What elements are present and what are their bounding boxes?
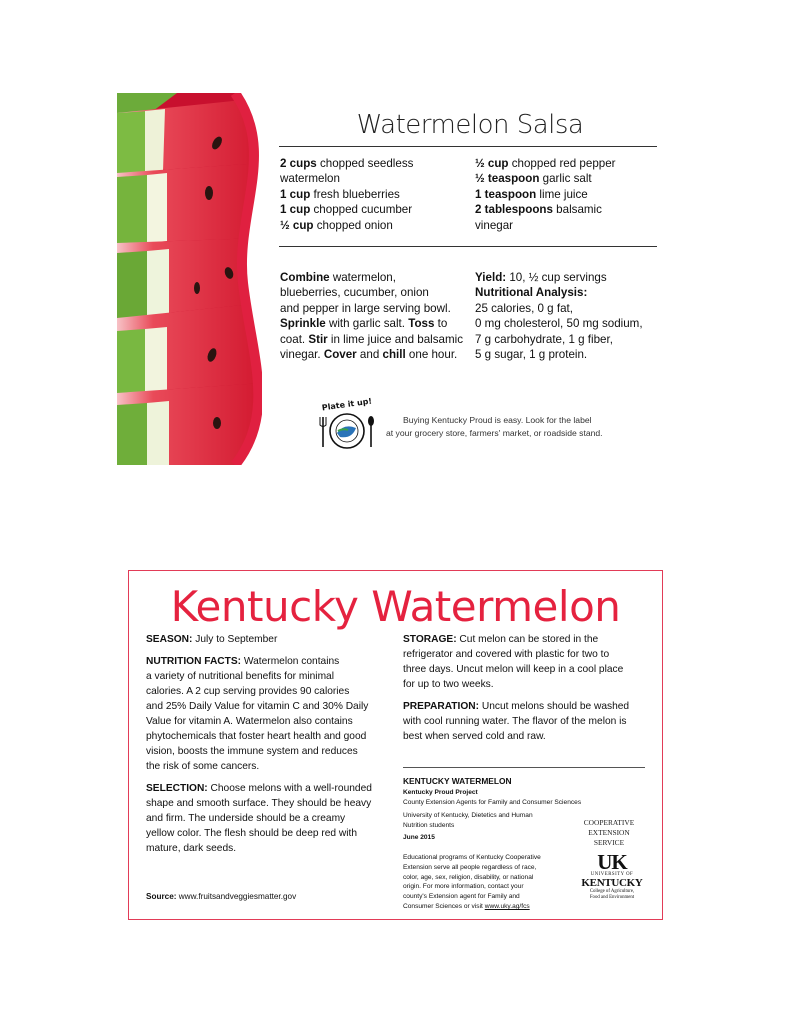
text-segment: one hour.: [405, 348, 458, 362]
text-segment: Cut melon can be stored in the: [456, 634, 599, 645]
text-line: [403, 892, 541, 902]
text-segment: PREPARATION:: [403, 701, 480, 712]
info-section: [403, 632, 629, 692]
text-line: [280, 316, 463, 331]
ingredient-name: fresh blueberries: [310, 187, 400, 201]
ingredient-quantity: 2 tablespoons: [475, 203, 553, 217]
text-line: [146, 811, 372, 826]
text-line: [403, 714, 629, 729]
text-line: [146, 841, 372, 856]
text-line: [403, 729, 629, 744]
ingredient-name: garlic salt: [539, 172, 592, 186]
text-segment: color, age, sex, religion, disability, or national: [403, 873, 534, 881]
text-line: [146, 632, 372, 647]
text-line: [280, 270, 463, 285]
ingredient-item: [280, 202, 413, 217]
plate-it-up-text: Plate it up!: [321, 396, 373, 413]
text-line: [475, 332, 643, 347]
ingredient-name: chopped cucumber: [310, 203, 413, 217]
coop-line: SERVICE: [593, 838, 625, 847]
text-line: [146, 744, 372, 759]
footer-divider: [403, 767, 645, 768]
text-segment: NUTRITION FACTS:: [146, 656, 242, 667]
ingredient-item: [280, 218, 413, 233]
uk-college: College of Agriculture,: [589, 889, 635, 894]
ingredient-item: [280, 187, 413, 202]
ingredient-quantity: 1 cup: [280, 203, 311, 217]
uk-college: Food and Environment: [589, 895, 635, 900]
text-segment: Choose melons with a well-rounded: [207, 783, 372, 794]
ingredient-quantity: ½ cup: [280, 218, 314, 232]
divider: [279, 146, 657, 147]
text-segment: mature, dark seeds.: [146, 843, 237, 854]
text-segment: and firm. The underside should be a creamy: [146, 813, 346, 824]
text-segment: three days. Uncut melon will keep in a cool place: [403, 664, 624, 675]
ingredient-name: chopped onion: [313, 218, 393, 232]
text-line: [146, 826, 372, 841]
text-line: [146, 669, 372, 684]
text-line: [475, 285, 643, 300]
source-url: www.fruitsandveggiesmatter.gov: [176, 892, 297, 901]
text-segment: chill: [382, 348, 406, 362]
text-segment: blueberries, cucumber, onion: [280, 286, 429, 300]
ingredient-name: chopped red pepper: [508, 157, 616, 170]
text-segment: Toss: [408, 317, 435, 331]
text-segment: Sprinkle: [280, 317, 326, 331]
text-segment: a variety of nutritional benefits for minimal: [146, 671, 334, 682]
uk-university: UNIVERSITY OF: [590, 872, 634, 877]
text-segment: Uncut melons should be washed: [479, 701, 630, 712]
text-line: [475, 316, 643, 331]
text-line: [146, 684, 372, 699]
ingredients-right: [475, 156, 616, 233]
text-segment: Watermelon contains: [241, 656, 340, 667]
nutrition-analysis: [475, 270, 643, 362]
text-segment: county's Extension agent for Family and: [403, 893, 520, 901]
text-line: [403, 873, 541, 883]
uk-kentucky: KENTUCKY: [581, 877, 643, 889]
text-segment: origin. For more information, contact your: [403, 883, 524, 891]
ingredient-quantity: 1 cup: [280, 187, 311, 201]
text-segment: 10, ½ cup servings: [506, 271, 607, 284]
text-segment: July to September: [192, 634, 278, 645]
coop-line: EXTENSION: [588, 828, 630, 837]
text-segment: Extension serve all people regardless of race,: [403, 863, 537, 871]
text-segment: 7 g carbohydrate, 1 g fiber,: [475, 332, 613, 346]
text-line: [475, 301, 643, 316]
text-line: [146, 714, 372, 729]
text-segment: Yield:: [475, 271, 507, 284]
text-segment: shape and smooth surface. They should be heavy: [146, 798, 372, 809]
text-segment: vision, boosts the immune system and reduces: [146, 746, 358, 757]
info-section: [403, 699, 629, 744]
ingredient-item: [475, 202, 616, 217]
text-segment: www.uky.ag/fcs: [484, 902, 530, 910]
text-line: [403, 647, 629, 662]
text-line: [146, 796, 372, 811]
text-segment: Combine: [280, 271, 330, 284]
ingredient-item: [280, 171, 413, 186]
ingredient-item: [475, 156, 616, 171]
text-segment: the risk of some cancers.: [146, 761, 260, 772]
ingredient-quantity: ½ teaspoon: [475, 172, 540, 186]
cooperative-extension-label: [577, 818, 641, 848]
text-segment: and: [356, 348, 383, 362]
text-segment: vinegar.: [280, 348, 324, 362]
text-segment: phytochemicals that foster heart health and good: [146, 731, 367, 742]
text-line: [403, 632, 629, 647]
text-segment: to: [434, 317, 448, 331]
ingredient-quantity: 2 cups: [280, 157, 317, 170]
card-right-column: [403, 632, 629, 744]
ingredient-name: watermelon: [280, 172, 340, 186]
directions: [280, 270, 463, 362]
credits: [403, 775, 581, 843]
divider: [279, 246, 657, 247]
ingredients-left: [280, 156, 413, 233]
text-line: [403, 677, 629, 692]
text-segment: STORAGE:: [403, 634, 457, 645]
text-segment: and 25% Daily Value for vitamin C and 30% Daily: [146, 701, 369, 712]
info-section: [146, 781, 372, 856]
text-line: [403, 699, 629, 714]
text-segment: 25 calories, 0 g fat,: [475, 301, 573, 315]
ingredient-name: balsamic: [552, 203, 602, 217]
text-segment: watermelon,: [329, 271, 396, 284]
text-segment: and pepper in large serving bowl.: [280, 301, 451, 315]
publication-date: June 2015: [403, 834, 435, 841]
text-segment: 5 g sugar, 1 g protein.: [475, 348, 588, 362]
text-line: [146, 654, 372, 669]
ingredient-name: lime juice: [536, 187, 588, 201]
text-segment: Cover: [323, 348, 357, 362]
text-line: [146, 781, 372, 796]
text-line: [146, 759, 372, 774]
text-segment: refrigerator and covered with plastic for two to: [403, 649, 610, 660]
text-line: [403, 853, 541, 863]
info-section: [146, 632, 372, 647]
coop-line: COOPERATIVE: [583, 818, 635, 827]
text-segment: Nutritional Analysis:: [475, 286, 588, 300]
source-line: [146, 892, 296, 901]
text-line: [403, 882, 541, 892]
text-line: [280, 285, 463, 300]
text-segment: with cool running water. The flavor of the melon is: [403, 716, 627, 727]
text-segment: coat.: [280, 332, 309, 346]
watermelon-photo: [117, 93, 262, 465]
ingredient-item: [475, 171, 616, 186]
text-segment: 0 mg cholesterol, 50 mg sodium,: [475, 317, 643, 331]
promo-line: Buying Kentucky Proud is easy. Look for the label: [403, 415, 592, 425]
text-segment: SEASON:: [146, 634, 193, 645]
text-segment: yellow color. The flesh should be deep red with: [146, 828, 358, 839]
text-segment: with garlic salt.: [325, 317, 409, 331]
source-label: Source:: [146, 892, 177, 901]
text-segment: in lime juice and balsamic: [327, 332, 464, 346]
text-segment: Stir: [308, 332, 328, 346]
kentucky-proud-plate-logo: [314, 395, 380, 455]
text-segment: SELECTION:: [146, 783, 208, 794]
project-name: Kentucky Proud Project: [403, 789, 478, 796]
ingredient-item: [475, 218, 616, 233]
text-line: [280, 347, 463, 362]
ingredient-name: vinegar: [475, 218, 514, 232]
text-line: [403, 863, 541, 873]
text-line: [280, 332, 463, 347]
text-line: [403, 902, 541, 912]
text-segment: best when served cold and raw.: [403, 731, 546, 742]
card-left-column: [146, 632, 372, 856]
kentucky-proud-message: [386, 414, 603, 440]
text-segment: Educational programs of Kentucky Cooperative: [403, 854, 541, 861]
text-line: [146, 729, 372, 744]
ingredient-item: [475, 187, 616, 202]
ingredient-name: chopped seedless: [316, 157, 414, 170]
text-segment: calories. A 2 cup serving provides 90 calories: [146, 686, 350, 697]
students-line: Nutrition students: [403, 822, 455, 829]
promo-line: at your grocery store, farmers' market, or roadside stand.: [386, 428, 603, 438]
nondiscrimination-notice: [403, 853, 541, 912]
students-line: University of Kentucky, Dietetics and Human: [403, 812, 533, 819]
agents-line: County Extension Agents for Family and Consumer Sciences: [403, 799, 582, 806]
text-line: [280, 301, 463, 316]
credits-heading: KENTUCKY WATERMELON: [403, 776, 512, 786]
text-line: [475, 347, 643, 362]
card-title: Kentucky Watermelon: [170, 582, 621, 631]
text-line: [475, 270, 643, 285]
text-line: [403, 662, 629, 677]
uk-mark: UK: [597, 850, 627, 874]
recipe-title: Watermelon Salsa: [356, 110, 584, 140]
university-of-kentucky-logo: [578, 852, 646, 901]
ingredient-quantity: ½ cup: [475, 157, 509, 170]
text-segment: Value for vitamin A. Watermelon also contains: [146, 716, 353, 727]
ingredient-item: [280, 156, 413, 171]
text-line: [146, 699, 372, 714]
info-section: [146, 654, 372, 774]
text-segment: Consumer Sciences or visit: [403, 902, 485, 910]
ingredient-quantity: 1 teaspoon: [475, 187, 537, 201]
text-segment: for up to two weeks.: [403, 679, 494, 690]
